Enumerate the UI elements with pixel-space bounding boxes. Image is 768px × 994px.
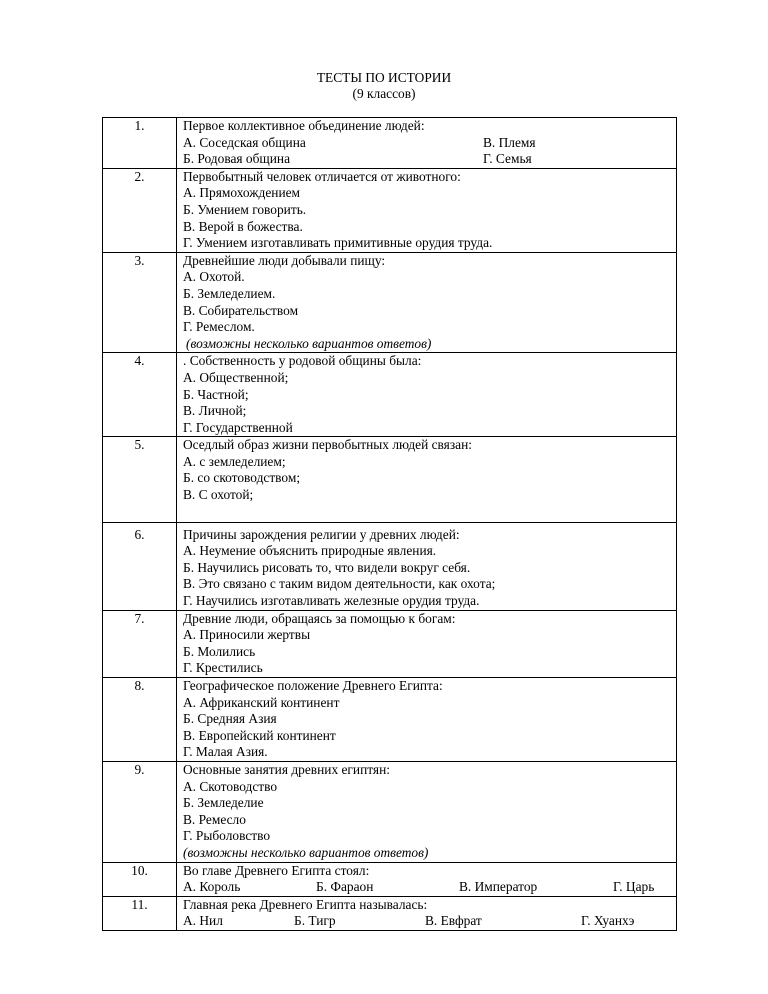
answer-option: Б. Земледелие [183, 795, 264, 811]
question-number: 4. [103, 353, 177, 437]
question-cell [177, 522, 677, 610]
blank-space [183, 504, 676, 522]
question-text: Основные занятия древних египтян: [183, 761, 390, 777]
document-title: ТЕСТЫ ПО ИСТОРИИ [316, 70, 452, 85]
answer-option: В. Евфрат [425, 913, 482, 929]
question-row-5 [103, 437, 677, 522]
answer-option: Г. Умением изготавливать примитивные орудия труда. [183, 235, 493, 251]
question-cell [177, 761, 677, 862]
answer-option: Г. Малая Азия. [183, 744, 268, 760]
question-cell [177, 678, 677, 762]
question-cell [177, 118, 677, 169]
question-number: 11. [103, 896, 177, 930]
question-note: (возможны несколько вариантов ответов) [186, 335, 432, 351]
question-text: Во главе Древнего Египта стоял: [183, 862, 370, 878]
question-note: (возможны несколько вариантов ответов) [183, 844, 429, 860]
question-row-3 [103, 252, 677, 353]
question-text: . Собственность у родовой общины была: [183, 353, 422, 369]
answer-option: Б. Средняя Азия [183, 711, 277, 727]
answer-option: Б. Частной; [183, 386, 249, 402]
question-cell [177, 353, 677, 437]
answer-option: А. Охотой. [183, 269, 245, 285]
answer-option: Б. со скотоводством; [183, 470, 301, 486]
question-number: 5. [103, 437, 177, 522]
answer-option: В. Собирательством [183, 302, 299, 318]
answer-option: Г. Царь [613, 879, 655, 895]
answer-option: В. Ремесло [183, 811, 246, 827]
question-text: Древние люди, обращаясь за помощью к богам: [183, 610, 456, 626]
answer-option: Б. Тигр [294, 913, 336, 929]
question-cell [177, 437, 677, 522]
answer-option: Б. Научились рисовать то, что видели вокруг себя. [183, 559, 471, 575]
question-row-11 [103, 896, 677, 930]
question-text: Древнейшие люди добывали пищу: [183, 252, 386, 268]
answer-option: В. Это связано с таким видом деятельности, как охота; [183, 576, 496, 592]
answer-row [183, 135, 676, 152]
answer-option: А. Король [183, 879, 241, 895]
question-row-1 [103, 118, 677, 169]
question-number: 10. [103, 862, 177, 896]
answer-option: А. Неумение объяснить природные явления. [183, 543, 437, 559]
question-number: 2. [103, 168, 177, 252]
answer-option: А. Нил [183, 913, 223, 929]
answer-option: А. Прямохождением [183, 185, 301, 201]
question-cell [177, 896, 677, 930]
question-row-10 [103, 862, 677, 896]
answer-option: Г. Рыболовство [183, 828, 271, 844]
answer-option: Г. Семья [483, 151, 532, 167]
answer-option: В. С охотой; [183, 487, 254, 503]
answer-option: Б. Умением говорить. [183, 201, 307, 217]
question-row-9 [103, 761, 677, 862]
answer-option: Б. Фараон [316, 879, 374, 895]
question-number: 9. [103, 761, 177, 862]
answer-option: Г. Государственной [183, 419, 293, 435]
answer-option: В. Племя [483, 134, 536, 150]
answer-option: Г. Крестились [183, 660, 263, 676]
answer-option: Г. Научились изготавливать железные орудия труда. [183, 593, 480, 609]
question-row-2 [103, 168, 677, 252]
question-row-8 [103, 678, 677, 762]
question-cell [177, 610, 677, 677]
answer-option: А. Общественной; [183, 369, 289, 385]
question-text: Географическое положение Древнего Египта: [183, 678, 443, 693]
answer-option: В. Верой в божества. [183, 218, 303, 234]
question-number: 6. [103, 522, 177, 610]
answer-option: Г. Ремеслом. [183, 319, 255, 335]
question-text: Причины зарождения религии у древних людей: [183, 526, 460, 542]
question-cell [177, 168, 677, 252]
question-cell [177, 862, 677, 896]
question-cell [177, 252, 677, 353]
question-row-7 [103, 610, 677, 677]
question-text: Первобытный человек отличается от животного: [183, 168, 461, 184]
answer-option: А. Африканский континент [183, 694, 340, 710]
answer-option: А. Приносили жертвы [183, 627, 311, 643]
document-subtitle: (9 классов) [352, 86, 416, 101]
question-row-4 [103, 353, 677, 437]
question-text: Первое коллективное объединение людей: [183, 118, 425, 133]
answer-option: В. Личной; [183, 403, 247, 419]
question-number: 7. [103, 610, 177, 677]
question-row-6 [103, 522, 677, 610]
answer-option: Г. Хуанхэ [581, 913, 635, 929]
answer-option: Б. Земледелием. [183, 285, 276, 301]
answer-option: В. Император [459, 879, 538, 895]
answer-option: Б. Молились [183, 643, 256, 659]
answer-option: В. Европейский континент [183, 727, 336, 743]
tests-table [102, 117, 677, 931]
answer-option: А. с земледелием; [183, 453, 286, 469]
answer-row [183, 151, 676, 168]
question-text: Оседлый образ жизни первобытных людей связан: [183, 437, 472, 453]
answer-row [183, 913, 676, 930]
answer-option: Б. Родовая община [183, 151, 291, 167]
answer-option: А. Соседская община [183, 134, 306, 150]
answer-row [183, 879, 676, 896]
question-number: 3. [103, 252, 177, 353]
question-number: 1. [103, 118, 177, 169]
question-text: Главная река Древнего Египта называлась: [183, 896, 428, 912]
answer-option: А. Скотоводство [183, 778, 278, 794]
question-number: 8. [103, 678, 177, 762]
